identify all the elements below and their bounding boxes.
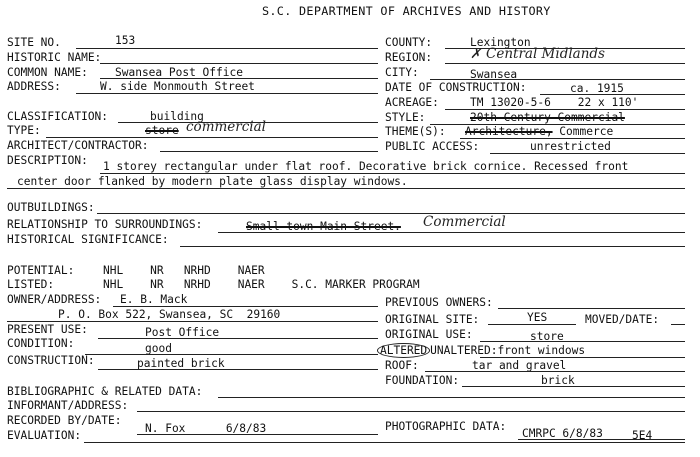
rule bbox=[76, 48, 378, 49]
rule bbox=[490, 153, 685, 154]
rule bbox=[540, 94, 685, 95]
previous-owners-label: PREVIOUS OWNERS: bbox=[385, 296, 493, 309]
recorded-value: N. Fox 6/8/83 bbox=[145, 422, 267, 435]
date-value: ca. 1915 bbox=[570, 82, 624, 95]
owner-label: OWNER/ADDRESS: bbox=[7, 293, 102, 306]
rule bbox=[98, 369, 378, 370]
common-name-value: Swansea Post Office bbox=[115, 66, 243, 79]
rule bbox=[100, 78, 378, 79]
rule bbox=[97, 213, 685, 214]
type-struck-value: store bbox=[145, 124, 179, 137]
style-struck-value: 20th Century Commercial bbox=[470, 111, 625, 124]
address-label: ADDRESS: bbox=[7, 80, 61, 93]
city-value: Swansea bbox=[470, 68, 518, 81]
recorded-label: RECORDED BY/DATE: bbox=[7, 414, 122, 427]
rule bbox=[113, 306, 378, 307]
rule bbox=[46, 137, 378, 138]
public-access-value: unrestricted bbox=[530, 140, 611, 153]
rule bbox=[218, 232, 685, 233]
bibliographic-label: BIBLIOGRAPHIC & RELATED DATA: bbox=[7, 385, 203, 398]
rule bbox=[100, 63, 378, 64]
roof-value: tar and gravel bbox=[472, 359, 567, 372]
public-access-label: PUBLIC ACCESS: bbox=[385, 140, 480, 153]
rule bbox=[180, 246, 685, 247]
potential-items: NHL NR NRHD NAER bbox=[103, 264, 265, 277]
construction-value: painted brick bbox=[137, 357, 225, 370]
region-handwritten-marker: ✗ bbox=[470, 46, 482, 62]
present-use-value: Post Office bbox=[145, 326, 220, 339]
roof-label: ROOF: bbox=[385, 359, 419, 372]
altered-value: front windows bbox=[497, 344, 586, 357]
condition-value: good bbox=[145, 342, 172, 355]
form-title: S.C. DEPARTMENT OF ARCHIVES AND HISTORY bbox=[262, 4, 551, 18]
photographic-label: PHOTOGRAPHIC DATA: bbox=[385, 420, 507, 433]
present-use-label: PRESENT USE: bbox=[7, 323, 88, 336]
city-label: CITY: bbox=[385, 66, 419, 79]
style-label: STYLE: bbox=[385, 111, 426, 124]
common-name-label: COMMON NAME: bbox=[7, 66, 88, 79]
rule bbox=[425, 371, 685, 372]
rule bbox=[84, 442, 685, 443]
original-site-value: YES bbox=[527, 311, 548, 324]
altered-group bbox=[380, 344, 585, 357]
rule bbox=[100, 173, 685, 174]
rule bbox=[445, 109, 685, 110]
rule bbox=[445, 63, 685, 64]
rule bbox=[498, 308, 685, 309]
site-no-label: SITE NO. bbox=[7, 36, 61, 49]
relationship-handwritten-value: Commercial bbox=[423, 214, 506, 230]
original-use-label: ORIGINAL USE: bbox=[385, 328, 473, 341]
county-value: Lexington bbox=[470, 36, 531, 49]
architect-label: ARCHITECT/CONTRACTOR: bbox=[7, 139, 149, 152]
theme-value: Commerce bbox=[552, 125, 614, 138]
rule bbox=[137, 434, 378, 435]
construction-label: CONSTRUCTION: bbox=[7, 354, 95, 367]
rule bbox=[430, 79, 685, 80]
region-label: REGION: bbox=[385, 51, 433, 64]
evaluation-label: EVALUATION: bbox=[7, 429, 82, 442]
description-label: DESCRIPTION: bbox=[7, 154, 88, 167]
owner-name: E. B. Mack bbox=[120, 293, 188, 306]
theme-struck-value: Architecture, bbox=[465, 125, 553, 138]
site-no-value: 153 bbox=[115, 34, 136, 47]
rule bbox=[85, 354, 378, 355]
type-label: TYPE: bbox=[7, 124, 41, 137]
altered-label: ALTERED bbox=[377, 343, 430, 358]
rule bbox=[160, 151, 378, 152]
historic-name-label: HISTORIC NAME: bbox=[7, 51, 102, 64]
relationship-label: RELATIONSHIP TO SURROUNDINGS: bbox=[7, 218, 203, 231]
listed-items: NHL NR NRHD NAER S.C. MARKER PROGRAM bbox=[103, 278, 420, 291]
rule bbox=[518, 439, 685, 440]
rule bbox=[488, 324, 576, 325]
theme-value-group bbox=[465, 125, 613, 138]
classification-label: CLASSIFICATION: bbox=[7, 110, 109, 123]
listed-label: LISTED: bbox=[7, 278, 55, 291]
potential-label: POTENTIAL: bbox=[7, 264, 75, 277]
rule bbox=[7, 188, 685, 189]
photographic-code: 5E4 bbox=[632, 429, 653, 442]
foundation-label: FOUNDATION: bbox=[385, 374, 460, 387]
address-value: W. side Monmouth Street bbox=[100, 80, 255, 93]
rule bbox=[137, 411, 685, 412]
condition-label: CONDITION: bbox=[7, 337, 75, 350]
rule bbox=[480, 357, 685, 358]
description-line-1: 1 storey rectangular under flat roof. Decorative brick cornice. Recessed front bbox=[103, 160, 629, 173]
original-site-label: ORIGINAL SITE: bbox=[385, 313, 480, 326]
acreage-label: ACREAGE: bbox=[385, 96, 439, 109]
photographic-value: CMRPC 6/8/83 bbox=[522, 427, 603, 440]
rule bbox=[671, 324, 685, 325]
classification-value: building bbox=[150, 110, 204, 123]
owner-address: P. O. Box 522, Swansea, SC 29160 bbox=[58, 308, 281, 321]
foundation-value: brick bbox=[541, 374, 575, 387]
informant-label: INFORMANT/ADDRESS: bbox=[7, 399, 129, 412]
description-line-2: center door flanked by modern plate glass display windows. bbox=[17, 175, 408, 188]
theme-label: THEME(S): bbox=[385, 125, 446, 138]
rule bbox=[7, 321, 378, 322]
outbuildings-label: OUTBUILDINGS: bbox=[7, 201, 95, 214]
rule bbox=[98, 338, 378, 339]
rule bbox=[462, 386, 685, 387]
unaltered-label: UNALTERED: bbox=[430, 344, 498, 357]
type-handwritten-value: commercial bbox=[186, 119, 266, 135]
rule bbox=[480, 341, 685, 342]
acreage-value: TM 13020-5-6 22 x 110' bbox=[470, 96, 639, 109]
rule bbox=[460, 138, 685, 139]
relationship-struck-value: Small town Main Street. bbox=[246, 220, 401, 233]
date-label: DATE OF CONSTRUCTION: bbox=[385, 81, 527, 94]
county-label: COUNTY: bbox=[385, 36, 433, 49]
original-use-value: store bbox=[530, 330, 564, 343]
significance-label: HISTORICAL SIGNIFICANCE: bbox=[7, 233, 169, 246]
moved-date-label: MOVED/DATE: bbox=[585, 313, 660, 326]
rule bbox=[218, 397, 685, 398]
region-handwritten-value: Central Midlands bbox=[486, 46, 605, 62]
rule bbox=[76, 93, 378, 94]
